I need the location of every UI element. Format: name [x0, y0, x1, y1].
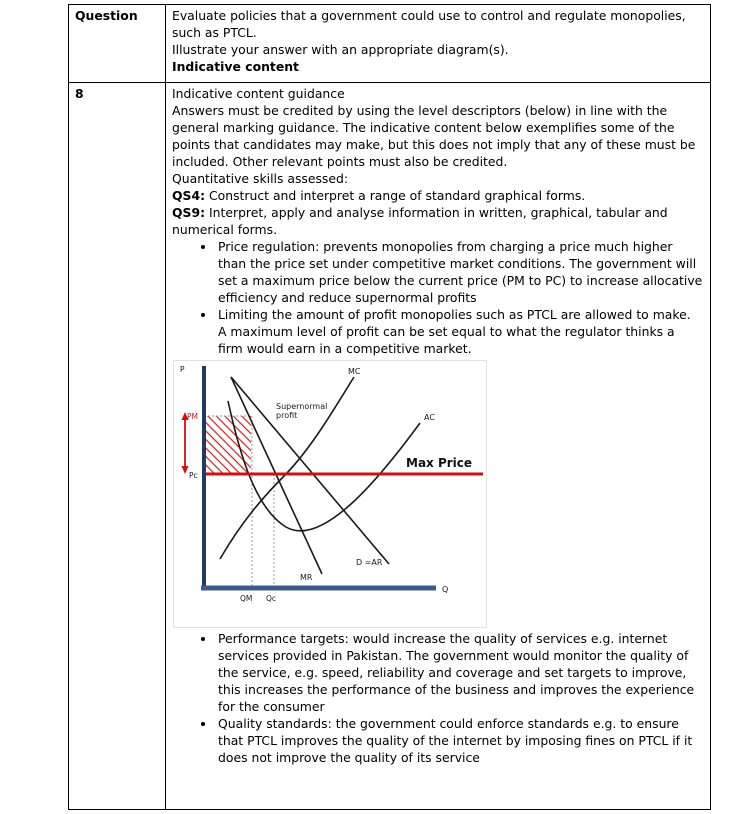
supernormal-label-line1: Supernormal — [276, 402, 328, 411]
bullets-after-diagram — [172, 630, 703, 766]
question-header-label: Question — [75, 8, 138, 23]
qc-label: Qc — [266, 594, 277, 603]
bullet-quality-standards: • Quality standards: the government could enforce standards e.g. to ensure that PTCL improves the quality of the internet by imposing fines on PTCL if it does not improve the quality of its service — [216, 715, 703, 766]
supernormal-profit-area — [205, 416, 251, 473]
bullets-before-diagram — [172, 238, 703, 357]
price-fall-arrowhead-bottom — [182, 466, 189, 474]
question-text-cell — [166, 5, 711, 83]
pm-label: PM — [187, 412, 198, 421]
qs9-label: QS9: — [172, 205, 206, 220]
qm-label: QM — [240, 594, 253, 603]
mark-scheme-table — [68, 4, 711, 810]
qs4-label: QS4: — [172, 188, 206, 203]
qs4-text: Construct and interpret a range of standard graphical forms. — [205, 188, 586, 203]
p-axis-label: P — [180, 365, 185, 374]
mr-label: MR — [300, 573, 313, 582]
question-number: 8 — [75, 86, 84, 101]
mc-label: MC — [348, 367, 361, 376]
max-price-label: Max Price — [406, 456, 473, 470]
question-text: Evaluate policies that a government could use to control and regulate monopolies, such as PTCL. — [172, 8, 686, 40]
ac-curve — [228, 401, 420, 531]
qs9-text: Interpret, apply and analyse information in written, graphical, tabular and numerical forms. — [172, 205, 668, 237]
guidance-title: Indicative content guidance — [172, 86, 345, 101]
bullet-performance-targets: • Performance targets: would increase the quality of services e.g. internet services provided in Pakistan. The government would monitor the quality of the service, e.g. speed, reliability and coverage and set targets to improve, this increases the performance of the business and improves the experience for the consumer — [216, 630, 703, 715]
pc-label: Pc — [189, 471, 198, 480]
guidance-paragraph: Answers must be credited by using the level descriptors (below) in line with the general marking guidance. The indicative content below exemplifies some of the points that candidates may make, but this does not imply that any of these must be included. Other relevant points must also be credited. — [172, 103, 696, 169]
qs4-line — [172, 187, 703, 204]
question-header-cell — [69, 5, 166, 83]
bullet-price-regulation: • Price regulation: prevents monopolies from charging a price much higher than the price set under competitive market conditions. The government will set a maximum price below the current price (PM to PC) to increase allocative efficiency and reduce supernormal profits — [216, 238, 703, 306]
monopoly-regulation-diagram — [173, 360, 487, 628]
ac-label: AC — [424, 413, 435, 422]
demand-label: D =AR — [356, 558, 383, 567]
indicative-content-cell — [166, 83, 711, 810]
question-instruction: Illustrate your answer with an appropriate diagram(s). — [172, 42, 509, 57]
qs9-line — [172, 204, 703, 238]
diagram-svg — [174, 361, 486, 623]
question-number-cell — [69, 83, 166, 810]
quant-skills-label: Quantitative skills assessed: — [172, 171, 349, 186]
supernormal-label-line2: profit — [276, 411, 298, 420]
q-axis-label: Q — [442, 585, 449, 594]
indicative-content-heading: Indicative content — [172, 59, 299, 74]
bullet-profit-limit: • Limiting the amount of profit monopolies such as PTCL are allowed to make. A maximum level of profit can be set equal to what the regulator thinks a firm would earn in a competitive market. — [216, 306, 703, 357]
